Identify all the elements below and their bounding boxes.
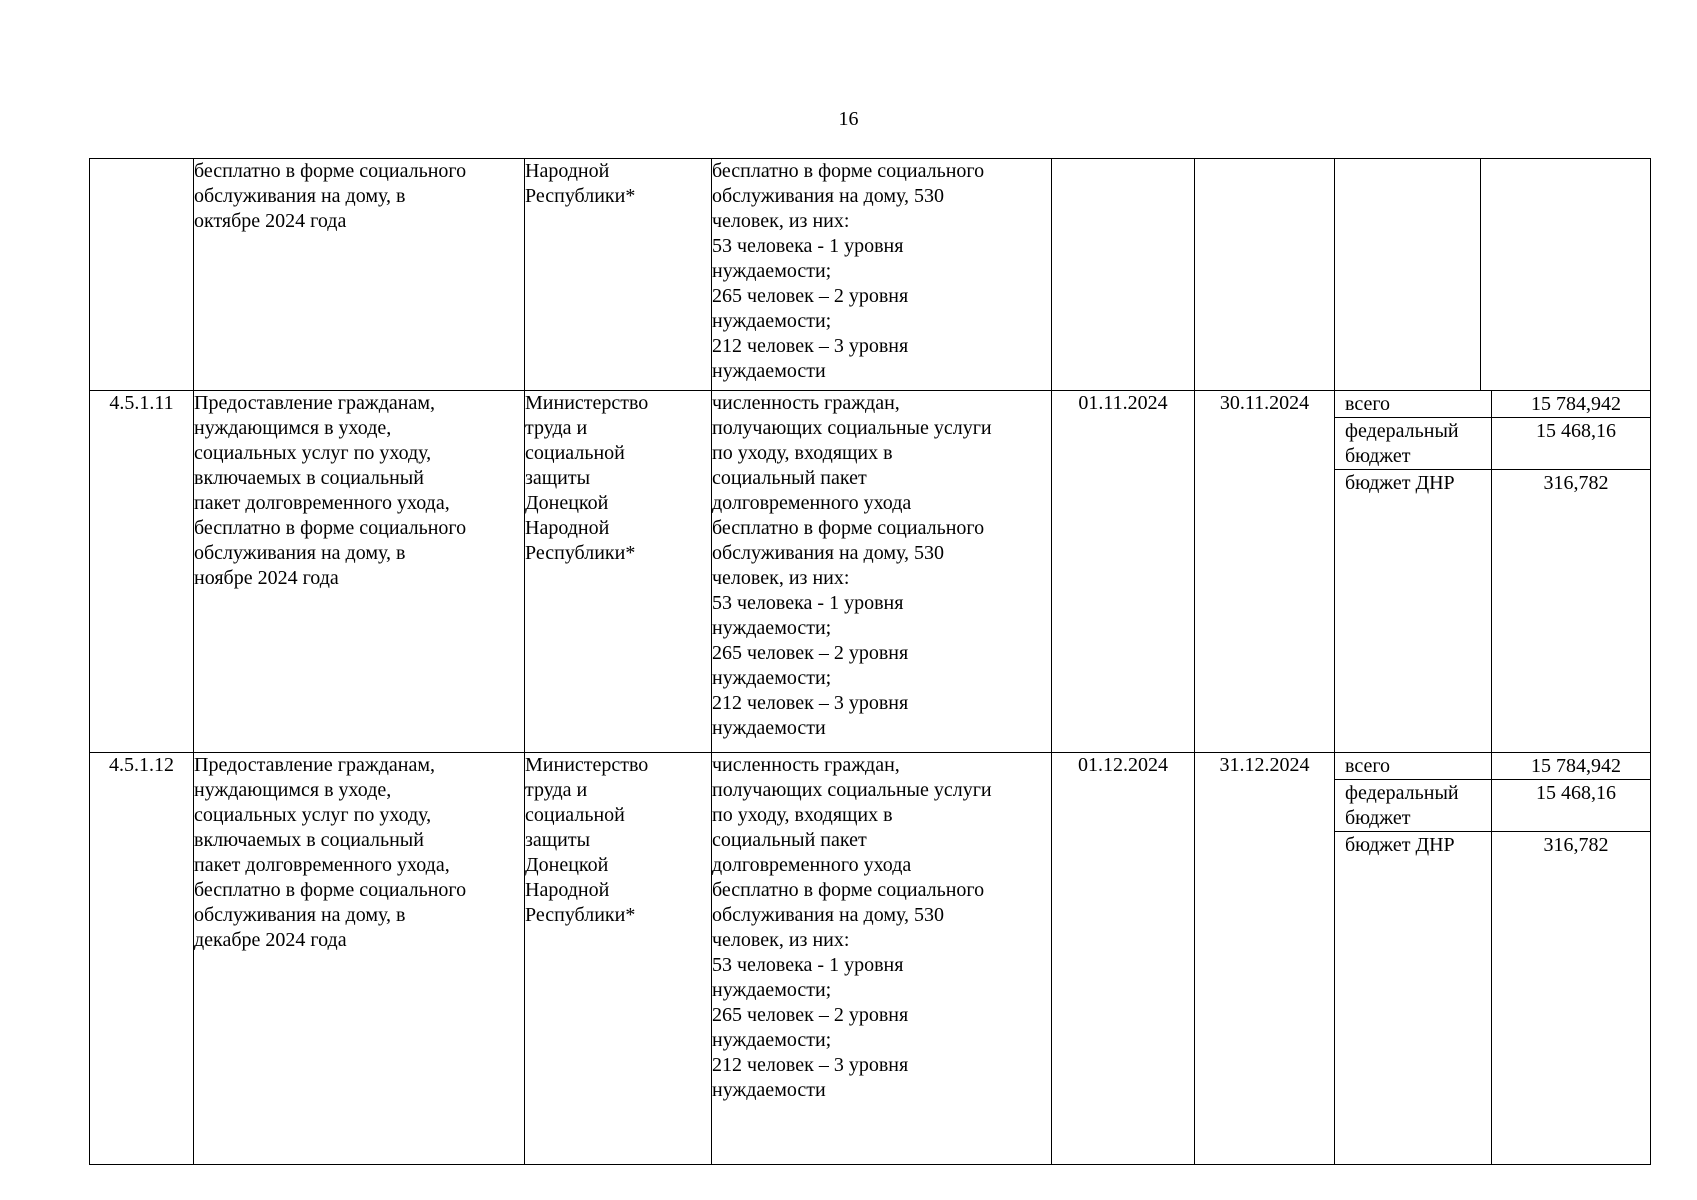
row-number: 4.5.1.12 <box>90 752 194 1165</box>
funding-amount: 316,782 <box>1492 831 1651 1164</box>
activity-description: Предоставление гражданам, нуждающимся в уходе, социальных услуг по уходу, включаемых в социальный пакет долговременного ухода, бесплатно в форме социального обслуживания на дому, в ноябре 2024 года <box>194 391 525 753</box>
funding-source: всего <box>1335 753 1492 780</box>
funding-row <box>1335 831 1650 1164</box>
funding-row <box>1335 470 1650 752</box>
table-row <box>90 391 1651 753</box>
start-date: 01.12.2024 <box>1052 752 1195 1165</box>
table-row <box>90 752 1651 1165</box>
end-date: 30.11.2024 <box>1195 391 1335 753</box>
indicator: численность граждан, получающих социальные услуги по уходу, входящих в социальный пакет долговременного ухода бесплатно в форме социального обслуживания на дому, 530 человек, из них: 53 человека - 1 уровня нуждаемости; 265 человек – 2 уровня нуждаемости; 212 человек – 3 уровня нуждаемости <box>712 391 1052 753</box>
funding-source: федеральный бюджет <box>1335 418 1492 470</box>
funding-amount: 15 468,16 <box>1492 418 1651 470</box>
funding-source: всего <box>1335 391 1492 418</box>
row-number: 4.5.1.11 <box>90 391 194 753</box>
executor: Народной Республики* <box>525 159 712 391</box>
row-number <box>90 159 194 391</box>
funding-source: бюджет ДНР <box>1335 831 1492 1164</box>
indicator: бесплатно в форме социального обслуживания на дому, 530 человек, из них: 53 человека - 1 уровня нуждаемости; 265 человек – 2 уровня нуждаемости; 212 человек – 3 уровня нуждаемости <box>712 159 1052 391</box>
funding-amount: 15 784,942 <box>1531 393 1621 415</box>
end-date: 31.12.2024 <box>1195 752 1335 1165</box>
page-number: 16 <box>838 108 859 130</box>
indicator: численность граждан, получающих социальные услуги по уходу, входящих в социальный пакет долговременного ухода бесплатно в форме социального обслуживания на дому, 530 человек, из них: 53 человека - 1 уровня нуждаемости; 265 человек – 2 уровня нуждаемости; 212 человек – 3 уровня нуждаемости <box>712 752 1052 1165</box>
table-row <box>90 159 1651 391</box>
funding-row <box>1335 418 1650 470</box>
funding-amount: 15 784,942 <box>1531 754 1621 777</box>
funding-table <box>1335 753 1650 1165</box>
funding-amount: 15 468,16 <box>1492 779 1651 831</box>
start-date <box>1052 159 1195 391</box>
funding-source: федеральный бюджет <box>1335 779 1492 831</box>
funding-row <box>1335 753 1650 780</box>
funding-row <box>1335 391 1650 418</box>
executor: Министерство труда и социальной защиты Донецкой Народной Республики* <box>525 391 712 753</box>
funding-amount <box>1481 159 1651 391</box>
activity-description: Предоставление гражданам, нуждающимся в уходе, социальных услуг по уходу, включаемых в социальный пакет долговременного ухода, бесплатно в форме социального обслуживания на дому, в декабре 2024 года <box>194 752 525 1165</box>
end-date <box>1195 159 1335 391</box>
executor: Министерство труда и социальной защиты Донецкой Народной Республики* <box>525 752 712 1165</box>
activity-description: бесплатно в форме социального обслуживания на дому, в октябре 2024 года <box>194 159 525 391</box>
funding-cell <box>1335 752 1651 1165</box>
funding-cell <box>1335 391 1651 753</box>
funding-source <box>1335 159 1481 391</box>
funding-amount: 316,782 <box>1492 470 1651 752</box>
start-date: 01.11.2024 <box>1052 391 1195 753</box>
activity-table <box>89 158 1651 1165</box>
funding-source: бюджет ДНР <box>1335 470 1492 752</box>
funding-table <box>1335 391 1650 752</box>
funding-row <box>1335 779 1650 831</box>
